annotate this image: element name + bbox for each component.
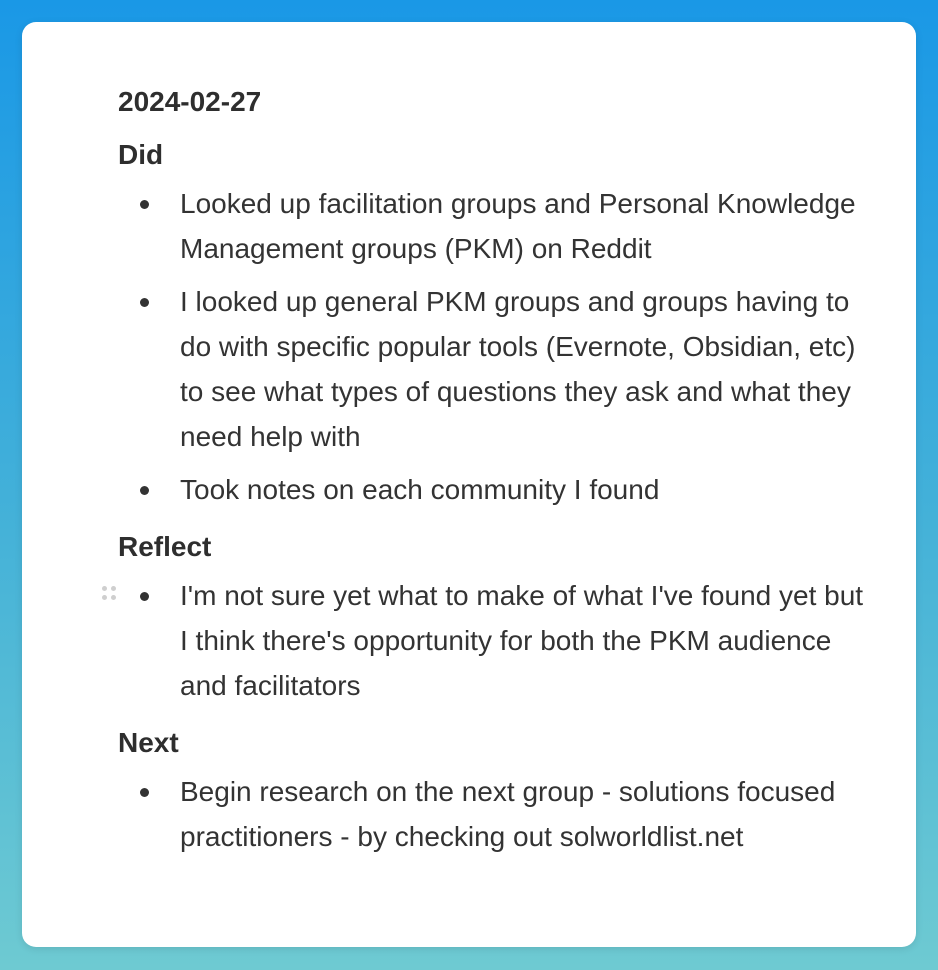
- section-heading-reflect: Reflect: [118, 531, 212, 562]
- note-date: 2024-02-27: [118, 86, 262, 117]
- list-item[interactable]: [118, 573, 876, 708]
- bullet-dot-icon: [140, 592, 149, 601]
- list-item-text[interactable]: Begin research on the next group - solutions focused practitioners - by checking out solworldlist.net: [180, 776, 836, 852]
- bullet-dot-icon: [140, 298, 149, 307]
- section-reflect: [118, 520, 876, 708]
- list-item[interactable]: [118, 769, 876, 859]
- drag-handle-icon[interactable]: [102, 586, 116, 604]
- section-did: [118, 128, 876, 512]
- bullet-dot-icon: [140, 486, 149, 495]
- bullet-dot-icon: [140, 788, 149, 797]
- list-item-text[interactable]: Took notes on each community I found: [180, 474, 660, 505]
- bullet-list-reflect: [118, 573, 876, 708]
- bullet-list-next: [118, 769, 876, 859]
- section-heading-did: Did: [118, 139, 164, 170]
- note-card: [22, 22, 916, 947]
- section-next: [118, 716, 876, 859]
- list-item-text[interactable]: I looked up general PKM groups and groups having to do with specific popular tools (Evernote, Obsidian, etc) to see what types of questions they ask and what they need help with: [180, 286, 856, 452]
- list-item[interactable]: [118, 279, 876, 459]
- list-item-text[interactable]: Looked up facilitation groups and Personal Knowledge Management groups (PKM) on Reddit: [180, 188, 856, 264]
- list-item[interactable]: [118, 467, 876, 512]
- list-item[interactable]: [118, 181, 876, 271]
- section-heading-next: Next: [118, 727, 179, 758]
- list-item-text[interactable]: I'm not sure yet what to make of what I've found yet but I think there's opportunity for both the PKM audience and facilitators: [180, 580, 864, 701]
- bullet-list-did: [118, 181, 876, 512]
- bullet-dot-icon: [140, 200, 149, 209]
